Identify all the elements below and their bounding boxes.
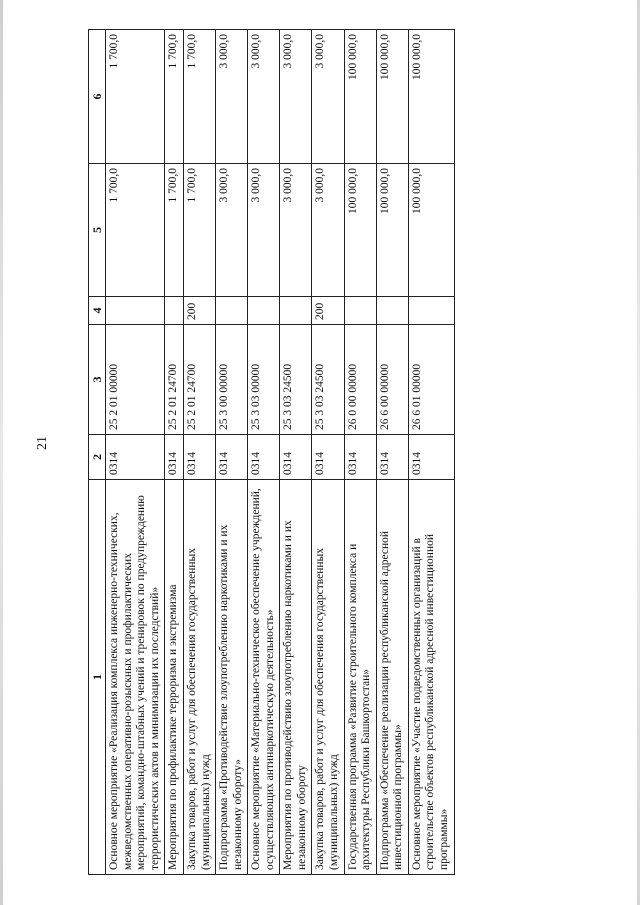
row-name: Мероприятия по профилактике терроризма и экстремизма bbox=[165, 480, 184, 875]
target-article-code: 25 3 03 24500 bbox=[312, 325, 344, 435]
amount-col6: 3 000,0 bbox=[216, 30, 248, 164]
table-row bbox=[408, 30, 454, 875]
section-code: 0314 bbox=[376, 435, 408, 480]
amount-col5: 3 000,0 bbox=[312, 164, 344, 297]
column-header: 6 bbox=[89, 30, 106, 164]
column-header: 5 bbox=[89, 164, 106, 297]
target-article-code: 25 2 01 00000 bbox=[106, 325, 165, 435]
target-article-code: 26 6 01 00000 bbox=[408, 325, 454, 435]
amount-col5: 3 000,0 bbox=[216, 164, 248, 297]
section-code: 0314 bbox=[280, 435, 312, 480]
section-code: 0314 bbox=[183, 435, 215, 480]
expense-type-code bbox=[165, 297, 184, 325]
section-code: 0314 bbox=[312, 435, 344, 480]
row-name: Основное мероприятие «Реализация комплекса инженерно-технических, межведомственных оперативно-розыскных и профилактических мероприятий, командно-штабных учений и тренировок по предупреждению террористических актов и минимизации их последствий» bbox=[106, 480, 165, 875]
column-header: 2 bbox=[89, 435, 106, 480]
amount-col5: 3 000,0 bbox=[248, 164, 280, 297]
section-code: 0314 bbox=[344, 435, 376, 480]
amount-col6: 100 000,0 bbox=[408, 30, 454, 164]
amount-col5: 1 700,0 bbox=[165, 164, 184, 297]
row-name: Основное мероприятие «Материально-техническое обеспечение учреждений, осуществляющих антинаркотическую деятельность» bbox=[248, 480, 280, 875]
table-row bbox=[165, 30, 184, 875]
section-code: 0314 bbox=[165, 435, 184, 480]
budget-table bbox=[88, 29, 455, 875]
column-header: 1 bbox=[89, 480, 106, 875]
amount-col6: 3 000,0 bbox=[248, 30, 280, 164]
table-row bbox=[248, 30, 280, 875]
expense-type-code bbox=[248, 297, 280, 325]
page-number: 21 bbox=[35, 436, 50, 450]
amount-col6: 1 700,0 bbox=[165, 30, 184, 164]
row-name: Государственная программа «Развитие строительного комплекса и архитектуры Республики Башкортостан» bbox=[344, 480, 376, 875]
column-header: 4 bbox=[89, 297, 106, 325]
target-article-code: 25 2 01 24700 bbox=[165, 325, 184, 435]
expense-type-code bbox=[216, 297, 248, 325]
amount-col6: 3 000,0 bbox=[280, 30, 312, 164]
row-name: Основное мероприятие «Участие подведомственных организаций в строительстве объектов республиканской адресной инвестиционной программы» bbox=[408, 480, 454, 875]
expense-type-code bbox=[376, 297, 408, 325]
section-code: 0314 bbox=[248, 435, 280, 480]
expense-type-code bbox=[344, 297, 376, 325]
amount-col6: 3 000,0 bbox=[312, 30, 344, 164]
target-article-code: 25 3 00 00000 bbox=[216, 325, 248, 435]
table-row bbox=[106, 30, 165, 875]
expense-type-code: 200 bbox=[312, 297, 344, 325]
amount-col6: 1 700,0 bbox=[106, 30, 165, 164]
target-article-code: 25 3 03 24500 bbox=[280, 325, 312, 435]
amount-col5: 100 000,0 bbox=[376, 164, 408, 297]
expense-type-code bbox=[280, 297, 312, 325]
target-article-code: 26 6 00 00000 bbox=[376, 325, 408, 435]
target-article-code: 25 2 01 24700 bbox=[183, 325, 215, 435]
scan-edge-left bbox=[0, 0, 3, 905]
document-area bbox=[88, 30, 503, 875]
table-row bbox=[280, 30, 312, 875]
amount-col5: 100 000,0 bbox=[408, 164, 454, 297]
table-row bbox=[183, 30, 215, 875]
table-row bbox=[312, 30, 344, 875]
target-article-code: 25 3 03 00000 bbox=[248, 325, 280, 435]
table-row bbox=[216, 30, 248, 875]
rotated-table-container bbox=[88, 30, 503, 875]
table-row bbox=[376, 30, 408, 875]
amount-col5: 1 700,0 bbox=[183, 164, 215, 297]
row-name: Мероприятия по противодействию злоупотреблению наркотиками и их незаконному обороту bbox=[280, 480, 312, 875]
amount-col5: 100 000,0 bbox=[344, 164, 376, 297]
amount-col5: 1 700,0 bbox=[106, 164, 165, 297]
row-name: Закупка товаров, работ и услуг для обеспечения государственных (муниципальных) нужд bbox=[183, 480, 215, 875]
table-row bbox=[344, 30, 376, 875]
expense-type-code: 200 bbox=[183, 297, 215, 325]
amount-col6: 1 700,0 bbox=[183, 30, 215, 164]
target-article-code: 26 0 00 00000 bbox=[344, 325, 376, 435]
row-name: Подпрограмма «Обеспечение реализации республиканской адресной инвестиционной программы» bbox=[376, 480, 408, 875]
amount-col6: 100 000,0 bbox=[376, 30, 408, 164]
row-name: Закупка товаров, работ и услуг для обеспечения государственных (муниципальных) нужд bbox=[312, 480, 344, 875]
row-name: Подпрограмма «Противодействие злоупотреблению наркотиками и их незаконному обороту» bbox=[216, 480, 248, 875]
section-code: 0314 bbox=[216, 435, 248, 480]
amount-col5: 3 000,0 bbox=[280, 164, 312, 297]
section-code: 0314 bbox=[408, 435, 454, 480]
section-code: 0314 bbox=[106, 435, 165, 480]
column-header: 3 bbox=[89, 325, 106, 435]
expense-type-code bbox=[106, 297, 165, 325]
amount-col6: 100 000,0 bbox=[344, 30, 376, 164]
header-row bbox=[89, 30, 106, 875]
expense-type-code bbox=[408, 297, 454, 325]
